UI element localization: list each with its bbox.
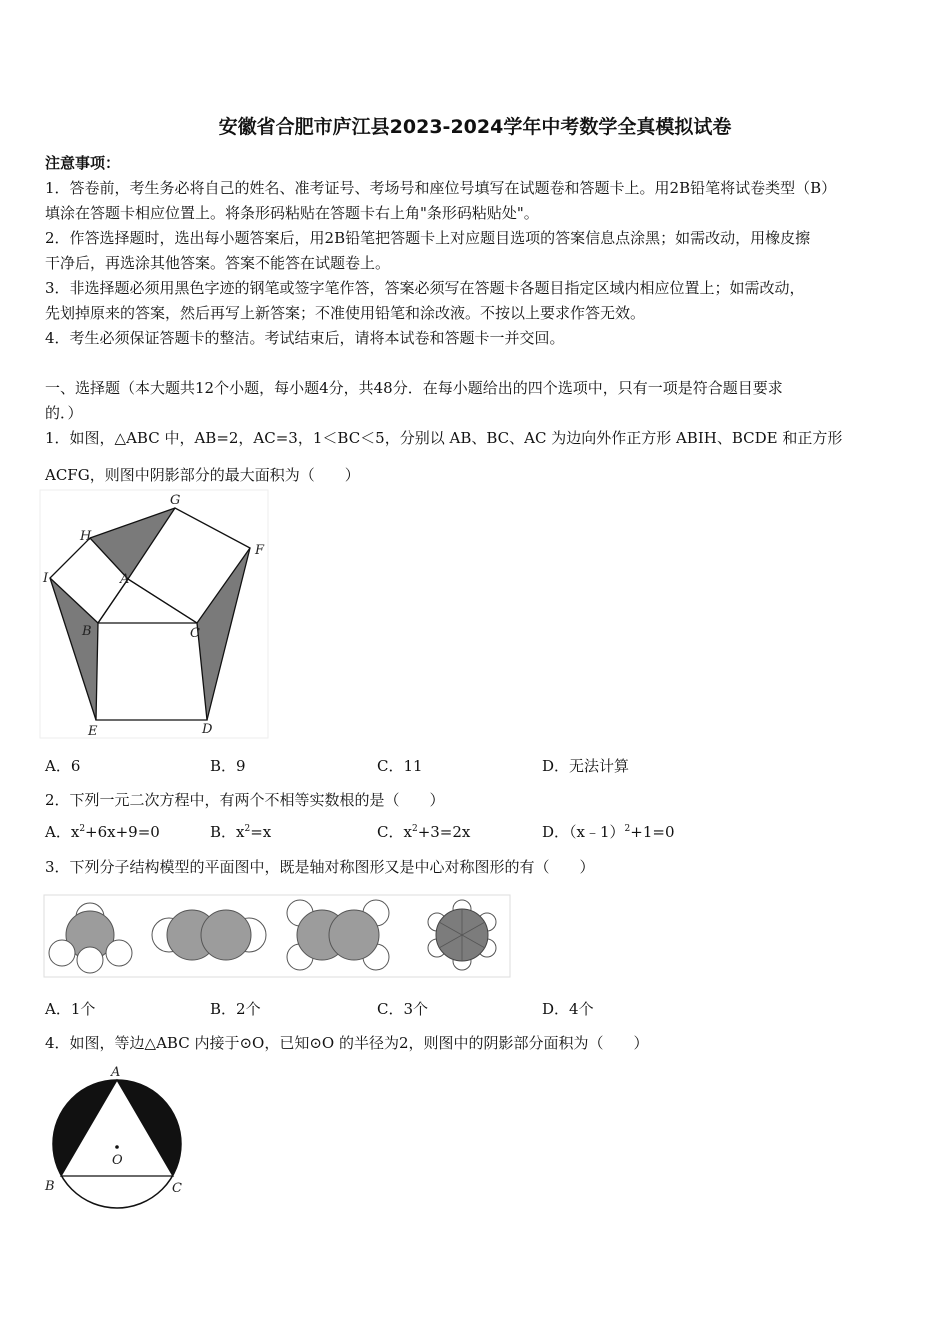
notice-line: 先划掉原来的答案，然后再写上新答案；不准使用铅笔和涂改液。不按以上要求作答无效。 (45, 304, 646, 322)
q3-option-a[interactable]: A．1个 (45, 1000, 96, 1018)
q2-option-a-prefix: A． (45, 823, 71, 841)
q4-label-b: B (45, 1179, 55, 1194)
q2-option-c-exp: 2 (411, 824, 418, 834)
notice-line: 干净后，再选涂其他答案。答案不能答在试题卷上。 (45, 254, 391, 272)
q2-option-d-rest: +1=0 (630, 823, 675, 841)
q2-option-c[interactable] (377, 822, 470, 842)
notice-line: 1．答卷前，考生务必将自己的姓名、准考证号、考场号和座位号填写在试题卷和答题卡上。用2B铅笔将试卷类型（B） (45, 179, 837, 197)
q3-stem: 3．下列分子结构模型的平面图中，既是轴对称图形又是中心对称图形的有（ ） (45, 858, 595, 876)
notice-line: 4．考生必须保证答题卡的整洁。考试结束后，请将本试卷和答题卡一并交回。 (45, 329, 565, 347)
q3-option-b[interactable]: B．2个 (210, 1000, 261, 1018)
q2-option-b-prefix: B． (210, 823, 237, 841)
q2-option-c-rest: +3=2x (417, 823, 471, 841)
notice-heading: 注意事项： (45, 154, 121, 172)
q1-label-h: H (80, 529, 92, 544)
q1-label-a: A (120, 572, 130, 587)
section-heading: 一、选择题（本大题共12个小题，每小题4分，共48分．在每小题给出的四个选项中，只有一项是符合题目要求 (45, 379, 783, 397)
q1-option-c[interactable]: C．11 (377, 757, 423, 775)
molecule-4 (428, 900, 496, 970)
q2-option-c-base: x (403, 823, 412, 841)
q2-option-b-exp: 2 (244, 824, 251, 834)
q2-option-a[interactable] (45, 822, 160, 842)
q1-figure (40, 490, 280, 740)
q1-label-f: F (255, 543, 265, 558)
molecule-3 (287, 900, 389, 970)
q1-label-g: G (170, 493, 181, 508)
q2-stem: 2．下列一元二次方程中，有两个不相等实数根的是（ ） (45, 791, 445, 809)
q3-option-c[interactable]: C．3个 (377, 1000, 429, 1018)
q4-stem: 4．如图，等边△ABC 内接于⊙O，已知⊙O 的半径为2，则图中的阴影部分面积为（ ） (45, 1034, 649, 1052)
q2-option-a-exp: 2 (79, 824, 86, 834)
q2-option-b[interactable] (210, 822, 271, 842)
q1-label-b: B (82, 624, 92, 639)
notice-line: 3．非选择题必须用黑色字迹的钢笔或签字笔作答，答案必须写在答题卡各题目指定区域内相应位置上；如需改动， (45, 279, 805, 297)
q1-label-d: D (202, 722, 213, 737)
page-title: 安徽省合肥市庐江县2023-2024学年中考数学全真模拟试卷 (218, 116, 732, 138)
q1-stem: 1．如图，△ABC 中，AB=2，AC=3，1＜BC＜5，分别以 AB、BC、AC 为边向外作正方形 ABIH、BCDE 和正方形 (45, 429, 843, 447)
q2-option-d[interactable] (542, 822, 675, 842)
q2-option-d-prefix: D． (542, 823, 570, 841)
q4-label-o: O (112, 1153, 123, 1168)
q4-label-a: A (111, 1065, 121, 1080)
q1-label-i: I (43, 571, 49, 586)
q1-option-a[interactable]: A．6 (45, 757, 81, 775)
q2-option-b-base: x (236, 823, 245, 841)
molecule-1 (49, 903, 132, 973)
q3-option-d[interactable]: D．4个 (542, 1000, 594, 1018)
q2-option-b-rest: =x (250, 823, 272, 841)
q2-option-c-prefix: C． (377, 823, 404, 841)
q1-option-d[interactable]: D．无法计算 (542, 757, 630, 775)
q3-figure (44, 895, 514, 980)
q2-option-d-base: （x﹣1） (569, 823, 625, 841)
q4-label-c: C (172, 1181, 182, 1196)
notice-line: 2．作答选择题时，选出每小题答案后，用2B铅笔把答题卡上对应题目选项的答案信息点涂黑；如需改动，用橡皮擦 (45, 229, 811, 247)
q2-option-a-base: x (70, 823, 80, 841)
q2-option-d-exp: 2 (624, 824, 631, 834)
q1-stem-cont: ACFG，则图中阴影部分的最大面积为（ ） (45, 466, 360, 484)
q1-label-c: C (190, 626, 200, 641)
q1-shaded-top (90, 508, 175, 579)
molecule-2 (152, 910, 266, 960)
q1-label-e: E (88, 724, 98, 739)
notice-line: 填涂在答题卡相应位置上。将条形码粘贴在答题卡右上角"条形码粘贴处"。 (45, 204, 539, 222)
q1-option-b[interactable]: B．9 (210, 757, 246, 775)
q2-option-a-rest: +6x+9=0 (85, 823, 160, 841)
section-heading-cont: 的．） (45, 404, 83, 422)
q4-figure (44, 1062, 194, 1212)
